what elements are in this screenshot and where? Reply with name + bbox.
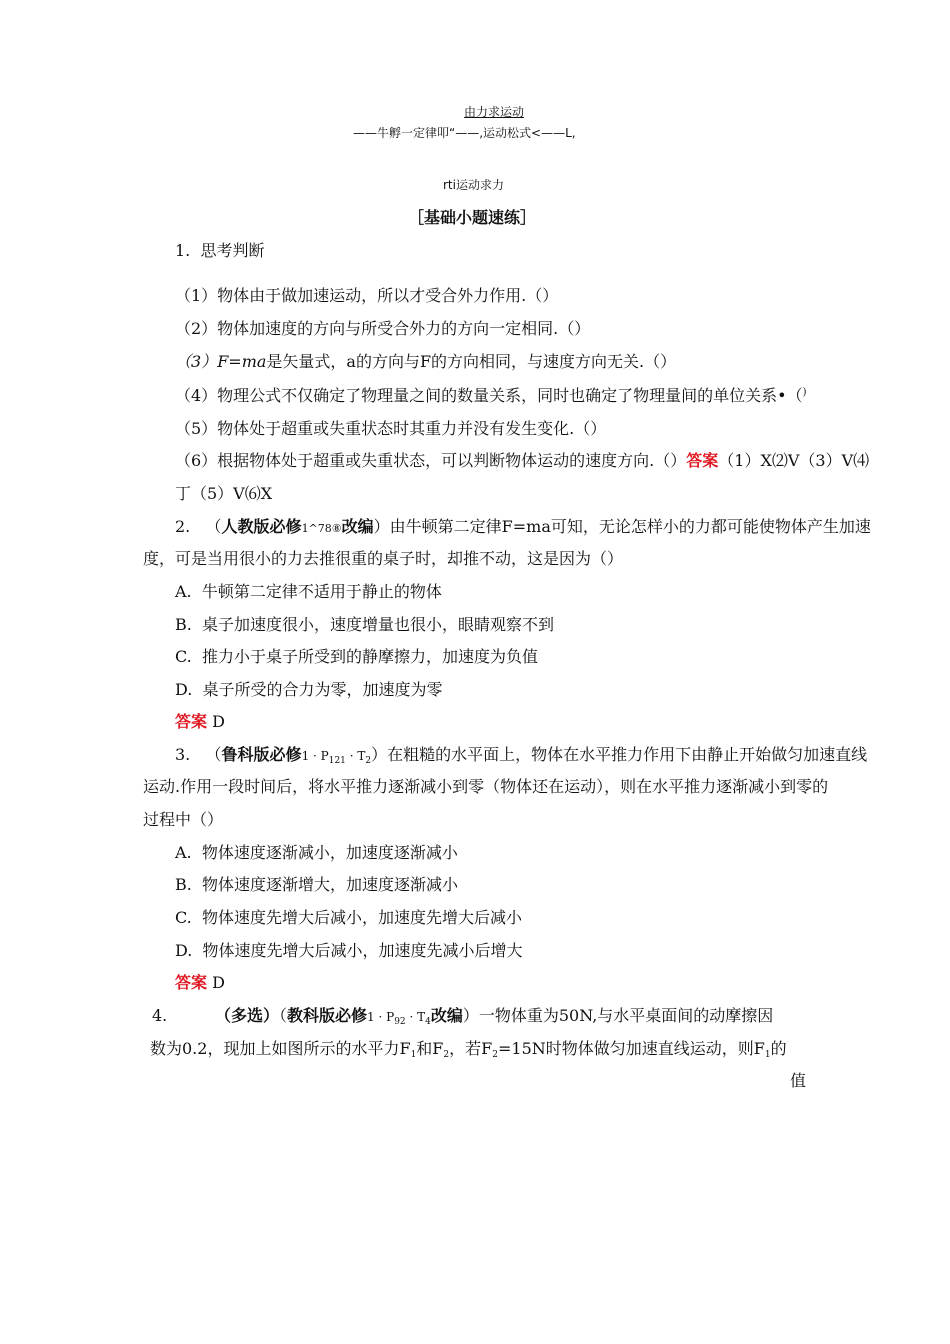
q4-source-ref-a: 1 · P: [367, 1010, 395, 1024]
q2-stem-line-2: 度，可是当用很小的力去推很重的桌子时，却推不动，这是因为（）: [143, 549, 624, 568]
q1-item-3-formula: F=ma: [217, 352, 267, 371]
q1-item-1: （1）物体由于做加速运动，所以才受合外力作用.（）: [175, 286, 559, 305]
q4-source-ref-b: · T: [405, 1010, 426, 1024]
q3-option-a-label: A.: [175, 843, 192, 862]
q3-answer: [175, 973, 225, 993]
q3-option-d: [175, 941, 523, 961]
q3-stem-line-2: 运动.作用一段时间后，将水平推力逐渐减小到零（物体还在运动），则在水平推力逐渐减小到零的: [143, 777, 829, 796]
q2-option-d: [175, 680, 443, 700]
q4-stem-a: ）一物体重为50N,与水平桌面间的动摩擦因: [462, 1006, 774, 1025]
q3-source-ref-b: · T: [345, 749, 366, 763]
q1-item-2: （2）物体加速度的方向与所受合外力的方向一定相同.（）: [175, 319, 591, 338]
q2-option-b-label: B.: [175, 615, 192, 634]
q3-number: 3.: [175, 745, 191, 764]
q3-option-c-label: C.: [175, 908, 192, 927]
q3-stem-line-1: [175, 745, 867, 768]
q1-answer-label: 答案: [686, 451, 719, 470]
q2-option-c: [175, 647, 538, 667]
q2-source: 人教版必修: [221, 517, 302, 536]
q3-answer-value: D: [212, 973, 225, 992]
q2-source-ref: 1^78⑧: [301, 522, 342, 535]
q2-stem-line-1: [175, 517, 871, 539]
q3-option-a-text: 物体速度逐渐减小，加速度逐渐减小: [201, 843, 458, 862]
q2-option-c-label: C.: [175, 647, 192, 666]
q4-stem-b3: ，若F: [449, 1039, 493, 1058]
q3-option-d-label: D.: [175, 941, 193, 960]
q4-number: 4.: [152, 1006, 168, 1025]
diagram-top-label: 由力求运动: [464, 105, 525, 119]
q4-tag: （多选）: [215, 1006, 280, 1025]
q4-source-ref-sub-2: 4: [425, 1017, 431, 1027]
q3-source-open: （: [205, 745, 222, 764]
q2-option-b: [175, 615, 554, 635]
q1-item-6: [175, 451, 869, 471]
q3-option-b: [175, 875, 458, 895]
q4-source-tail: 改编: [430, 1006, 463, 1025]
q2-number: 2.: [175, 517, 191, 536]
q4-stem-line-3: 值: [790, 1071, 807, 1090]
q3-option-b-label: B.: [175, 875, 192, 894]
q3-option-d-text: 物体速度先增大后减小，加速度先减小后增大: [202, 941, 523, 960]
q4-sub-1: 1: [410, 1050, 417, 1060]
q4-sub-3: 2: [492, 1050, 498, 1060]
q3-source-ref-sub-2: 2: [365, 756, 372, 766]
q1-answer-line-1: （1）X⑵V（3）V⑷: [718, 451, 870, 470]
q3-option-c: [175, 908, 522, 928]
q1-item-4: [175, 386, 807, 409]
q1-item-3: [175, 352, 676, 372]
diagram-bottom-label: rti运动求力: [443, 178, 504, 192]
q3-option-c-text: 物体速度先增大后减小，加速度先增大后减小: [201, 908, 522, 927]
q4-stem-b4: =15N时物体做匀加速直线运动，则F: [497, 1039, 765, 1058]
q4-source: 教科版必修: [287, 1006, 368, 1025]
q2-option-a-label: A.: [175, 582, 192, 601]
q4-sub-2: 2: [443, 1050, 450, 1060]
diagram-middle-label: ——牛孵一定律叩“——,运动松式<——L,: [353, 126, 576, 140]
q1-item-4-text: （4）物理公式不仅确定了物理量之间的数量关系，同时也确定了物理量间的单位关系•（: [175, 386, 803, 405]
q3-source-ref-sub-1: 121: [328, 756, 346, 766]
q3-option-b-text: 物体速度逐渐增大，加速度逐渐减小: [202, 875, 459, 894]
q1-item-5: （5）物体处于超重或失重状态时其重力并没有发生变化.（）: [175, 419, 607, 438]
q2-option-d-text: 桌子所受的合力为零，加速度为零: [202, 680, 443, 699]
q2-option-b-text: 桌子加速度很小，速度增量也很小，眼睛观察不到: [202, 615, 555, 634]
q1-number: 1.: [175, 241, 191, 260]
q4-sub-4: 1: [764, 1050, 771, 1060]
q2-source-tail: 改编: [341, 517, 374, 536]
q1-title: 思考判断: [200, 241, 265, 260]
q2-option-a: [175, 582, 442, 602]
q3-source-ref-a: 1 · P: [301, 749, 329, 763]
q2-option-d-label: D.: [175, 680, 193, 699]
q4-source-ref-sub-1: 92: [394, 1017, 406, 1027]
q2-answer-label: 答案: [175, 712, 208, 731]
q3-stem-line-3: 过程中（）: [143, 810, 224, 829]
q1-answer-line-2: 丁（5）V⑹X: [175, 484, 273, 503]
q3-option-a: [175, 843, 458, 863]
q4-stem-line-2: [150, 1039, 787, 1062]
q2-stem-a: ）由牛顿第二定律F=ma可知，无论怎样小的力都可能使物体产生加速: [373, 517, 871, 536]
q2-option-c-text: 推力小于桌子所受到的静摩擦力，加速度为负值: [201, 647, 538, 666]
q2-answer-value: D: [212, 712, 225, 731]
q1-item-6-text: （6）根据物体处于超重或失重状态，可以判断物体运动的速度方向.（）: [175, 451, 687, 470]
q2-option-a-text: 牛顿第二定律不适用于静止的物体: [201, 582, 442, 601]
q1-item-3-rest: 是矢量式，a的方向与F的方向相同，与速度方向无关.（）: [266, 352, 677, 371]
q3-source: 鲁科版必修: [221, 745, 302, 764]
q2-source-open: （: [205, 517, 222, 536]
q4-stem-b1: 数为0.2，现加上如图所示的水平力F: [150, 1039, 411, 1058]
q3-stem-a: ）在粗糙的水平面上，物体在水平推力作用下由静止开始做匀加速直线: [371, 745, 868, 764]
q3-answer-label: 答案: [175, 973, 208, 992]
q4-stem-line-1: [215, 1006, 773, 1029]
q4-source-open: （: [279, 1006, 288, 1025]
q4-stem-b2: 和F: [416, 1039, 444, 1058]
q1-heading: [175, 241, 264, 261]
section-title: ［基础小题速练］: [408, 208, 537, 227]
q1-item-3-prefix: （3）: [175, 352, 218, 371]
q4-stem-b5: 的: [770, 1039, 787, 1058]
q2-answer: [175, 712, 225, 732]
q1-item-4-tail: ): [802, 387, 807, 398]
